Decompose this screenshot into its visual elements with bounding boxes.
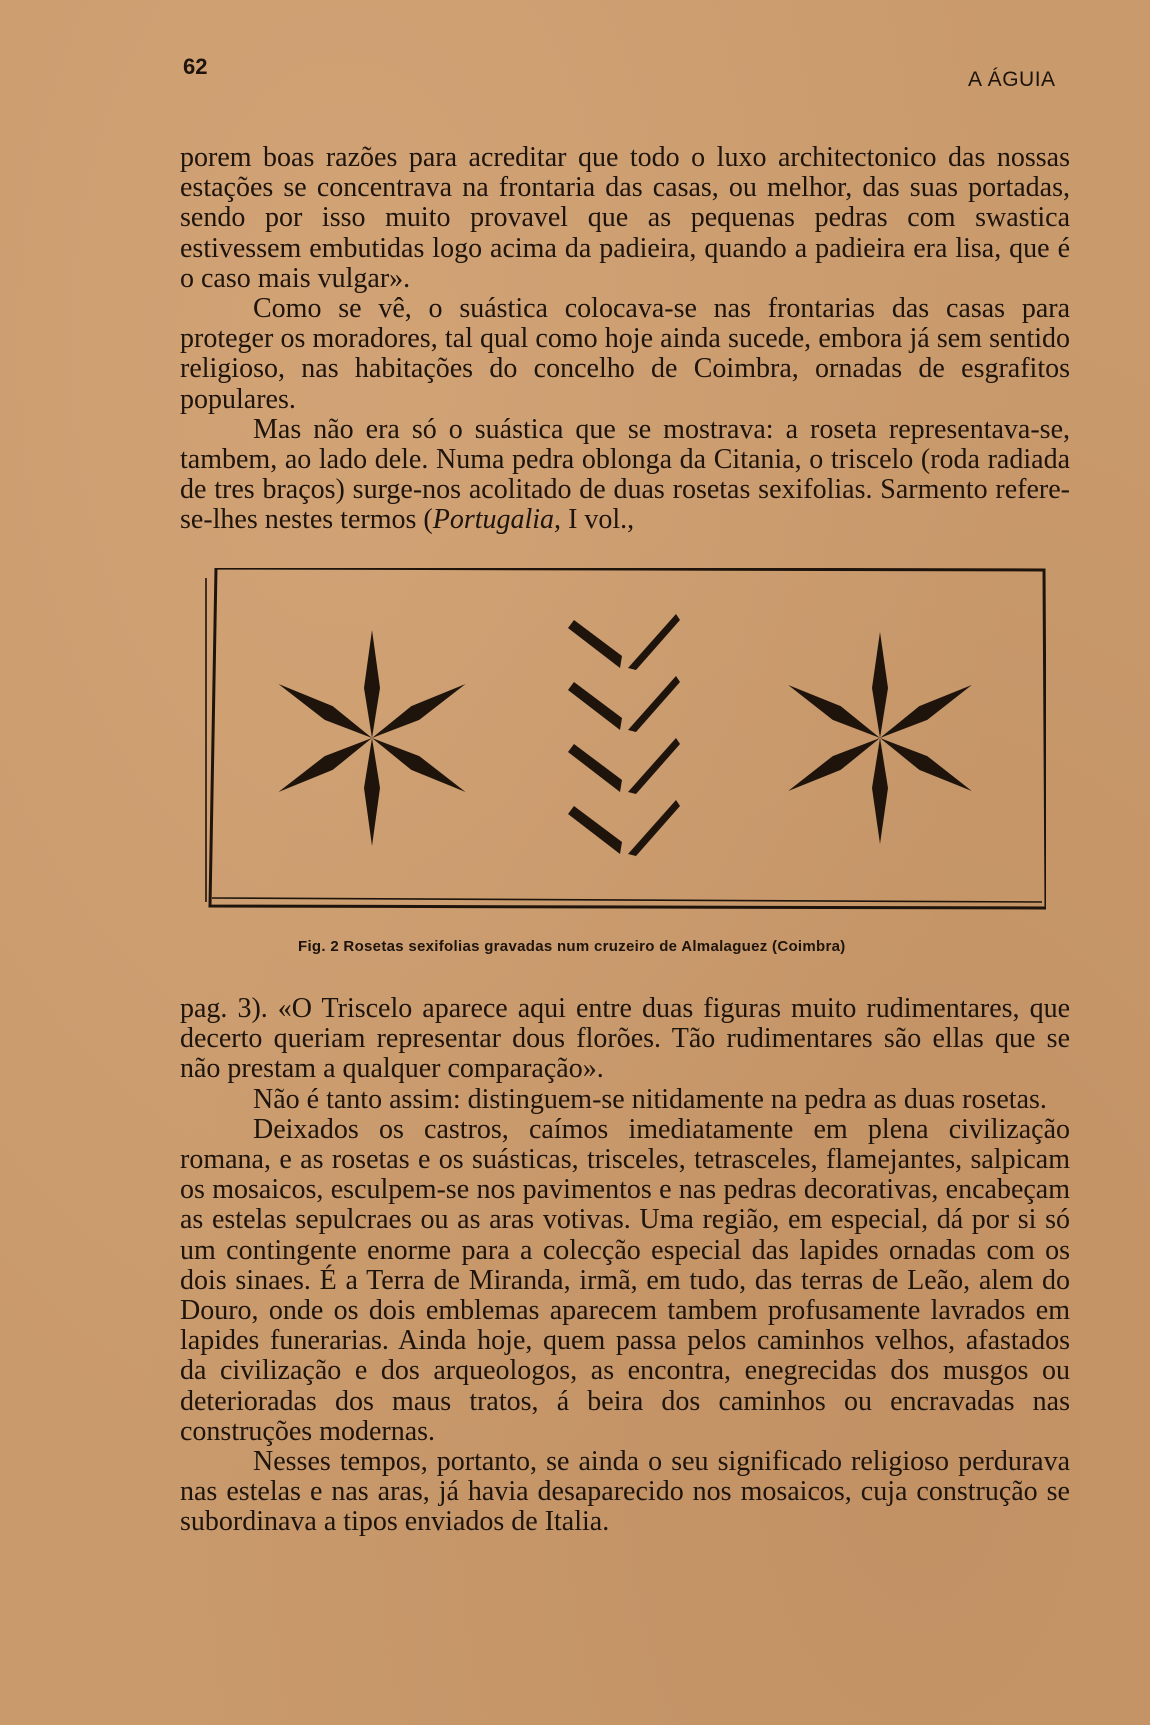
stone-edge-lines bbox=[206, 578, 1042, 902]
paragraph: porem boas razões para acreditar que todo o luxo architectonico das nossas estações se concentrava na frontaria das casas, ou melhor, das suas portadas, sendo por isso muito provavel que as pequenas pedras com swastica estivessem embutidas logo acima da padieira, quando a padieira era lisa, que é o caso mais vulgar». bbox=[180, 142, 1070, 294]
figure-caption: Fig. 2 Rosetas sexifolias gravadas num cruzeiro de Almalaguez (Coimbra) bbox=[298, 938, 846, 955]
paragraph: Não é tanto assim: distinguem-se nitidamente na pedra as duas rosetas. bbox=[253, 1083, 1047, 1115]
stone-outline bbox=[210, 568, 1046, 908]
running-title: A ÁGUIA bbox=[968, 68, 1056, 91]
paragraph bbox=[180, 415, 1070, 536]
figure-stone-engraving bbox=[204, 568, 1046, 910]
paragraph: pag. 3). «O Triscelo aparece aqui entre duas figuras muito rudimentares, que decerto queriam representar dous florões. Tão rudimentares são ellas que se não prestam a qualquer comparação». bbox=[180, 993, 1070, 1085]
stone-engraving-illustration bbox=[204, 568, 1046, 910]
page-number: 62 bbox=[183, 54, 208, 79]
paragraph: Deixados os castros, caímos imediatamente em plena civilização romana, e as rosetas e os suásticas, trisceles, tetrasceles, flamejantes, salpicam os mosaicos, esculpem-se nos pavimentos e nas pedras decorativas, encabeçam as estelas sepulcraes ou as aras votivas. Uma região, em especial, dá por si só um contingente enorme para a colecção especial das lapides ornadas com os dois sinaes. É a Terra de Miranda, irmã, em tudo, das terras de Leão, alem do Douro, onde os dois emblemas aparecem tambem profusamente lavrados em lapides funerarias. Ainda hoje, quem passa pelos caminhos velhos, afastados da civilização e dos arqueologos, as encontra, enegrecidas dos musgos ou deterioradas dos maus tratos, á beira dos caminhos ou encravadas nas construções modernas. bbox=[180, 1113, 1070, 1447]
paragraph-tail: I vol., bbox=[561, 504, 635, 536]
triscelo-chevrons-icon bbox=[568, 614, 680, 856]
left-rosette-icon bbox=[274, 630, 469, 846]
paragraph: Como se vê, o suástica colocava-se nas frontarias das casas para proteger os moradores, tal qual como hoje ainda sucede, embora já sem sentido religioso, nas habitações do concelho de Coimbra, ornadas de esgrafitos populares. bbox=[180, 293, 1070, 415]
paragraph-text: Mas não era só o suástica que se mostrava: a roseta representava-se, tambem, ao lado dele. Numa pedra oblonga da Citania, o triscelo (roda radiada de tres braços) surge-nos acolitado de duas rosetas sexifolias. Sarmento refere-se-lhes nestes termos ( bbox=[180, 413, 1070, 536]
journal-title: Portugalia, bbox=[432, 504, 562, 536]
right-rosette-icon bbox=[784, 632, 976, 844]
top-text-block bbox=[180, 143, 1070, 536]
bottom-text-block bbox=[180, 994, 1070, 1538]
paragraph: Nesses tempos, portanto, se ainda o seu significado religioso perdurava nas estelas e nas aras, já havia desaparecido nos mosaicos, cuja construção se subordinava a tipos enviados de Italia. bbox=[180, 1446, 1070, 1538]
